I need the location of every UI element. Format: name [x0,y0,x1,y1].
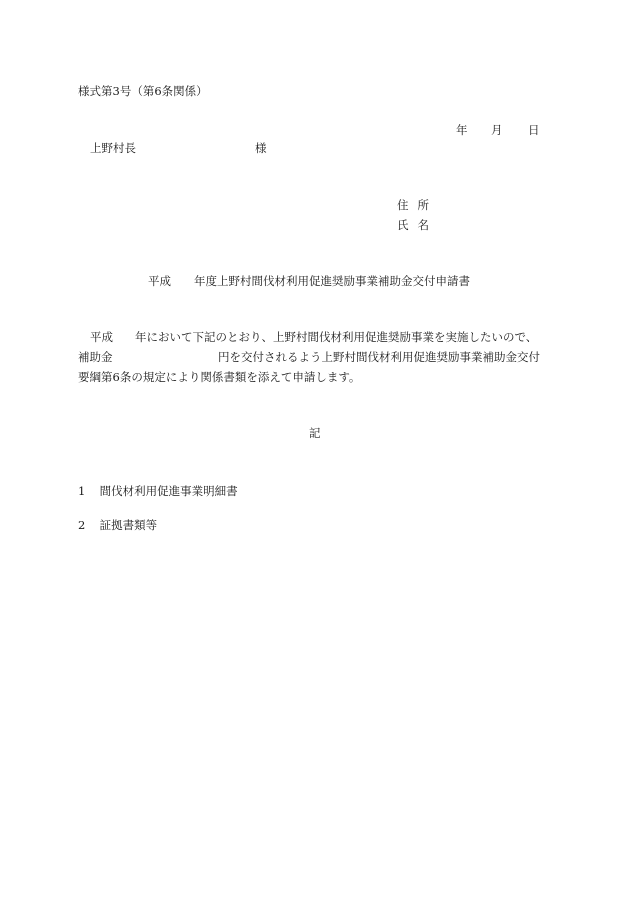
body-line1-era: 平成 [90,330,113,344]
date-month-label: 月 [491,123,503,137]
document-title: 年度上野村間伐材利用促進奨励事業補助金交付申請書 [194,274,470,288]
addressee-honorific: 様 [255,141,267,155]
date-year-label: 年 [456,123,468,137]
addressee-name: 上野村長 [90,141,136,155]
list-item-number: 1 [78,484,86,498]
list-item [78,484,238,498]
body-line2: 円を交付されるよう上野村間伐材利用促進奨励事業補助金交付 [218,350,540,364]
form-number: 様式第3号（第6条関係） [78,84,208,98]
applicant-name-label: 氏名 [397,218,438,232]
list-item [78,518,157,532]
list-item-text: 間伐材利用促進事業明細書 [99,484,238,498]
body-line1: 年において下記のとおり、上野村間伐材利用促進奨励事業を実施したいので、 [135,330,538,344]
list-item-text: 証拠書類等 [99,518,158,532]
date-day-label: 日 [528,123,540,137]
document-title-era: 平成 [148,274,171,288]
applicant-address-label: 住所 [397,198,438,212]
list-item-number: 2 [78,518,86,532]
body-line2-head: 補助金 [78,350,113,364]
body-line3: 要綱第6条の規定により関係書類を添えて申請します。 [78,370,361,384]
ki-heading: 記 [309,426,321,440]
